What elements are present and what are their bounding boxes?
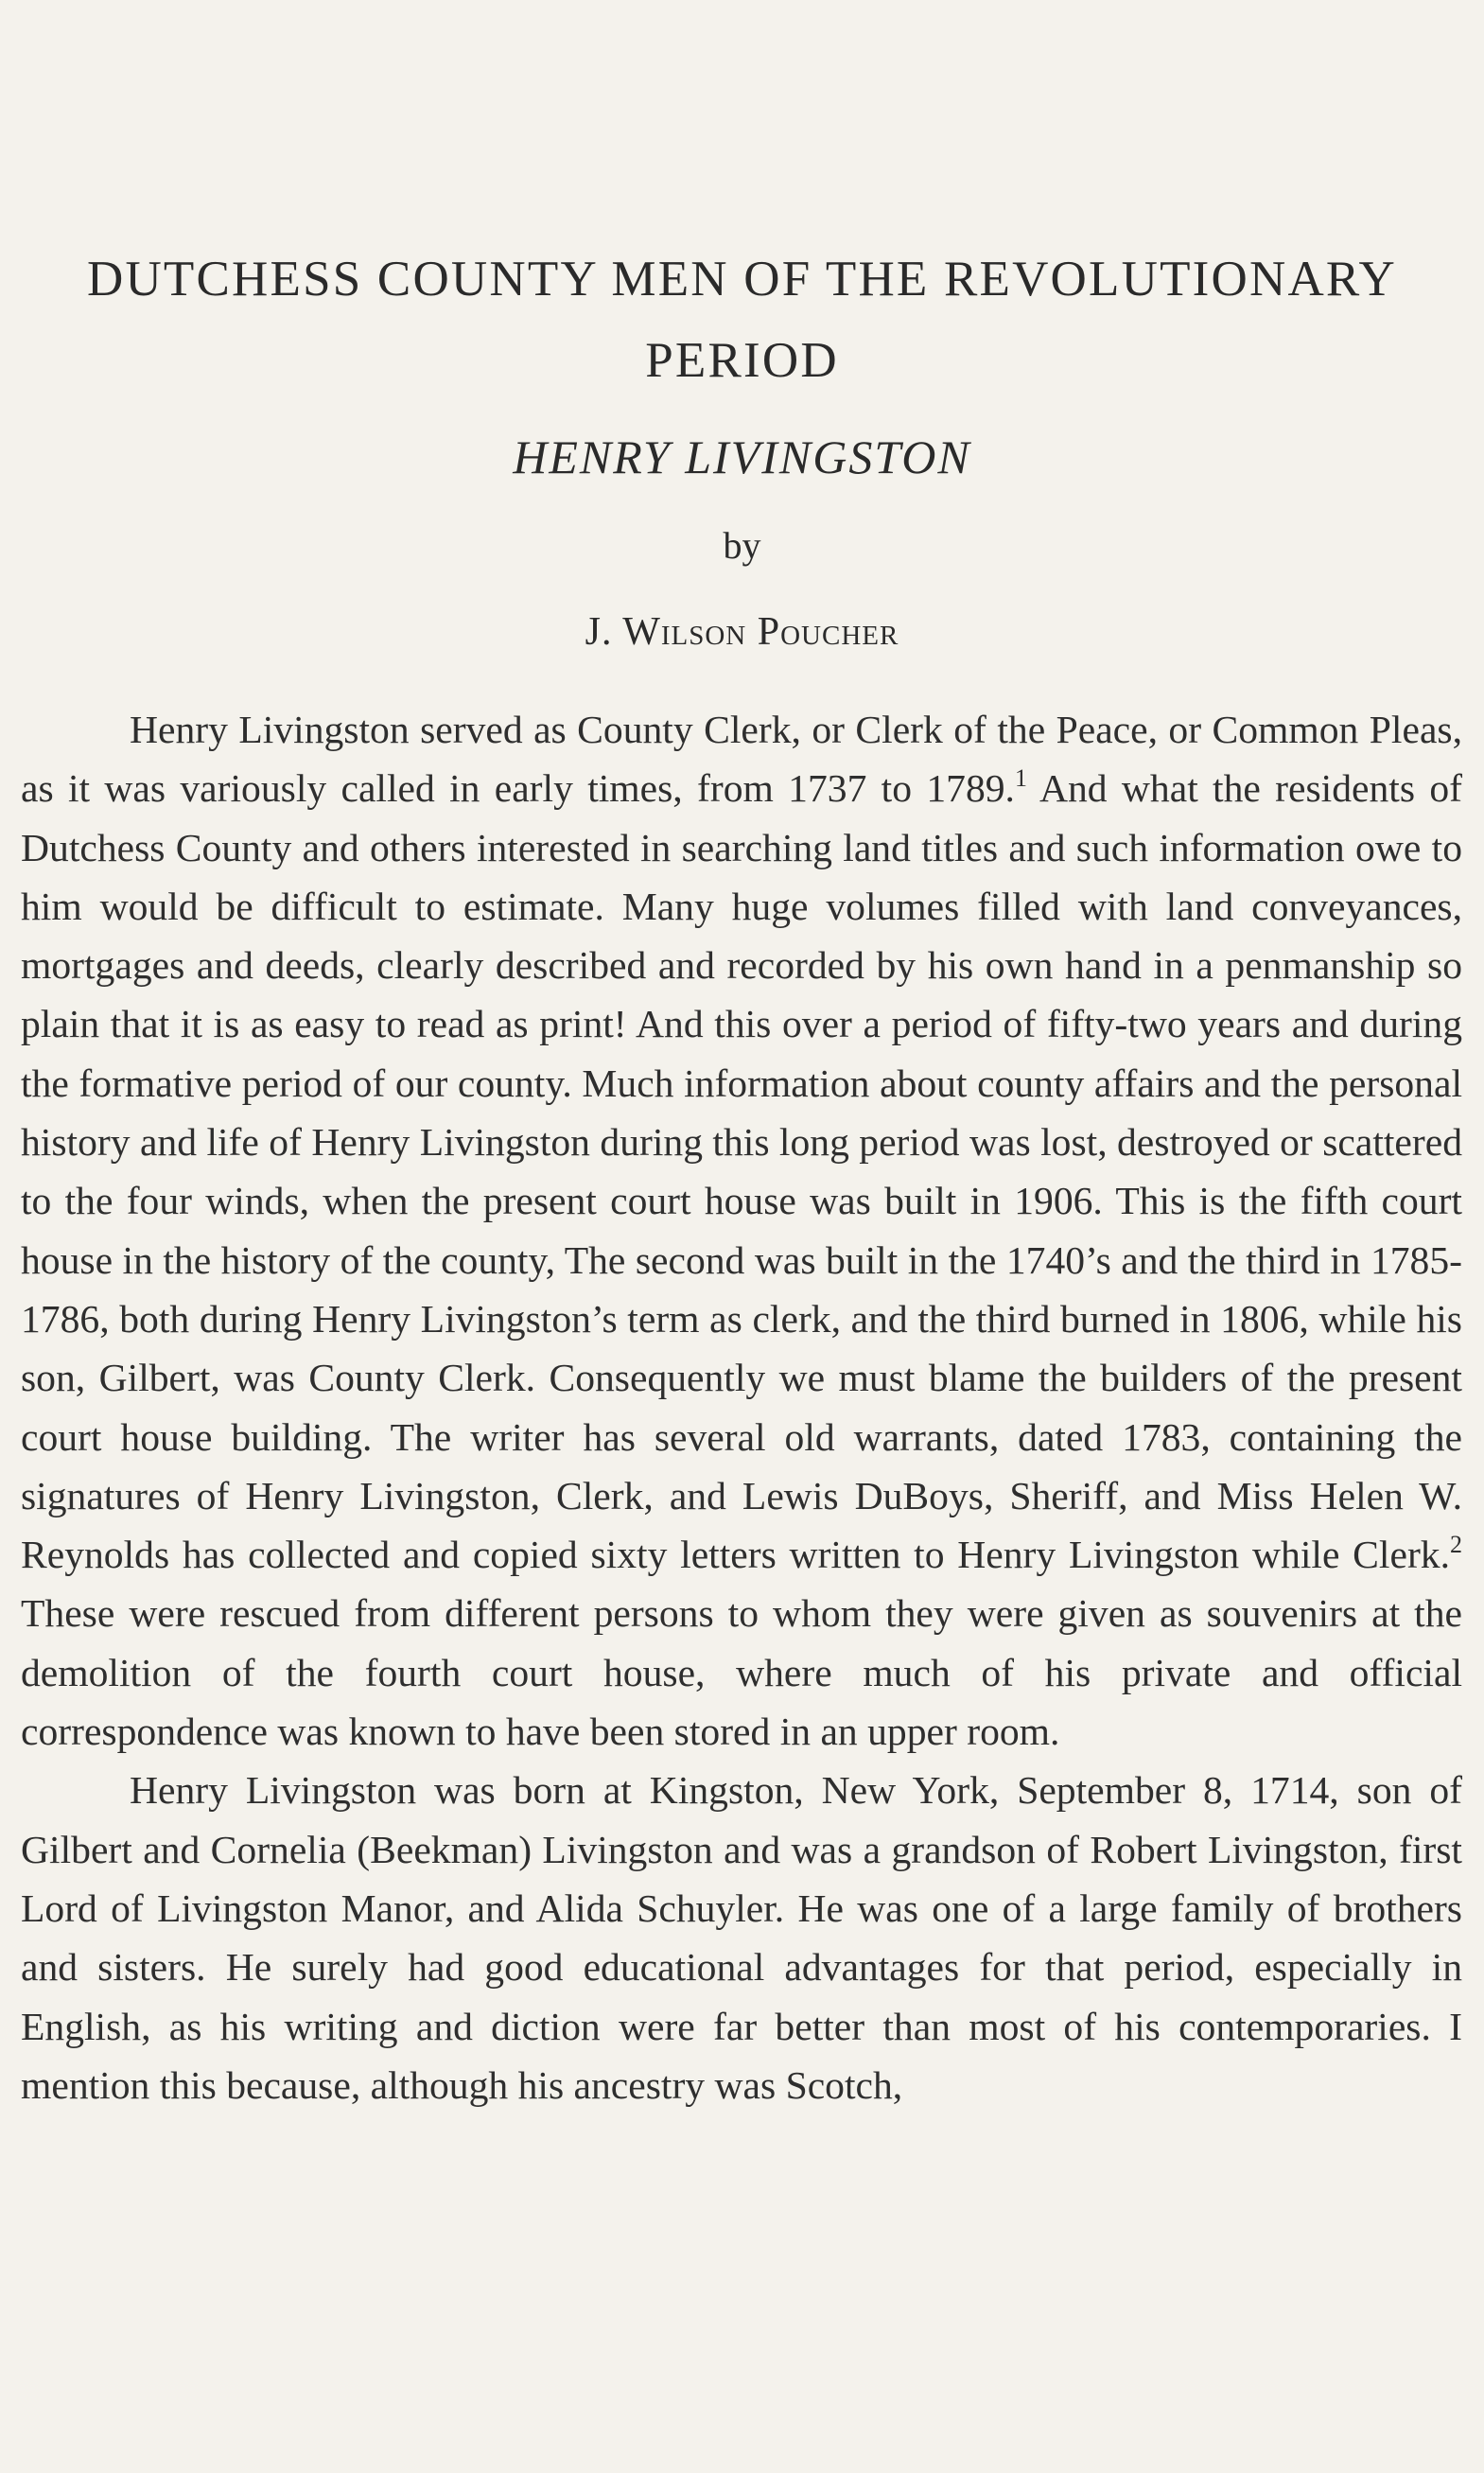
body-paragraph xyxy=(21,700,1462,1761)
paragraph-text: And what the residents of Dutchess County and others interested in searching land titles and such information owe to him would be difficult to estimate. Many huge volumes filled with land conveyances, mortgages and deeds, clearly described and recorded by his own hand in a penmanship so plain that it is as easy to read as print! And this over a period of fifty-two years and during the formative period of our county. Much information about county affairs and the personal history and life of Henry Livingston during this long period was lost, destroyed or scattered to the four winds, when the present court house was built in 1906. This is the fifth court house in the history of the county, The second was built in the 1740’s and the third in 1785-1786, both during Henry Livingston’s term as clerk, and the third burned in 1806, while his son, Gilbert, was County Clerk. Consequently we must blame the builders of the present court house building. The writer has several old warrants, dated 1783, containing the signatures of Henry Livingston, Clerk, and Lewis DuBoys, Sheriff, and Miss Helen W. Reynolds has collected and copied sixty letters written to Henry Livingston while Clerk. xyxy=(21,766,1462,1577)
article-title-line-2: PERIOD xyxy=(645,333,839,388)
body-paragraph xyxy=(21,1761,1462,2114)
paragraph-text: Henry Livingston was born at Kingston, New York, September 8, 1714, son of Gilbert and Cornelia (Beekman) Livingston and was a grandson of Robert Livingston, first Lord of Livingston Manor, and Alida Schuyler. He was one of a large family of brothers and sisters. He surely had good educational advantages for that period, especially in English, as his writing and diction were far better than most of his contemporaries. I mention this because, although his ancestry was Scotch, xyxy=(21,1768,1462,2107)
author-name: J. Wilson Poucher xyxy=(585,610,899,654)
article-title-line-1: DUTCHESS COUNTY MEN OF THE REVOLUTIONARY xyxy=(86,252,1398,307)
footnote-marker: 2 xyxy=(1450,1531,1462,1559)
article-body xyxy=(21,700,1462,2114)
byline-by: by xyxy=(723,524,761,567)
paragraph-text: Henry Livingston served as County Clerk, or Clerk of the Peace, or Common Pleas, as it was variously called in early times, from 1737 to 1789. xyxy=(21,708,1462,811)
paragraph-text: These were rescued from different persons to whom they were given as souvenirs at the demolition of the fourth court house, where much of his private and official correspondence was known to have been stored in an upper room. xyxy=(21,1591,1462,1754)
footnote-marker: 1 xyxy=(1014,764,1027,793)
article-subtitle: HENRY LIVINGSTON xyxy=(513,430,971,483)
